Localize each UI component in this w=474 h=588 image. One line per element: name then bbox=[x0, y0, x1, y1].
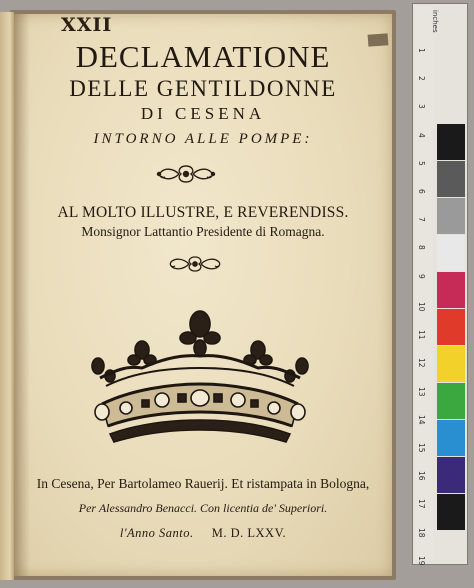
ruler-number: 19 bbox=[417, 555, 426, 566]
ruler-number: 8 bbox=[417, 245, 426, 251]
title-line-2: DELLE GENTILDONNE bbox=[69, 76, 337, 101]
crown-woodcut-icon bbox=[80, 308, 320, 448]
imprint-year: M. D. LXXV. bbox=[211, 526, 287, 540]
subtitle: INTORNO ALLE POMPE: bbox=[93, 131, 313, 147]
ruler-number: 14 bbox=[417, 414, 426, 425]
color-swatch bbox=[437, 420, 465, 456]
ruler-number: 9 bbox=[417, 273, 426, 279]
imprint-spacer bbox=[197, 526, 208, 540]
fleuron-ornament-small-icon bbox=[166, 255, 224, 273]
imprint-year-prefix: l'Anno Santo. bbox=[119, 526, 194, 540]
ruler-number: 18 bbox=[417, 527, 426, 538]
ruler-number: 4 bbox=[417, 132, 426, 138]
imprint-line-3 bbox=[14, 526, 392, 541]
dedication-line-2: Monsignor Lattantio Presidente di Romagna. bbox=[81, 224, 325, 239]
left-page-edge bbox=[0, 12, 14, 580]
ruler-number: 6 bbox=[417, 189, 426, 194]
color-swatch bbox=[437, 346, 465, 382]
title-page bbox=[14, 14, 392, 576]
color-swatch bbox=[437, 494, 465, 530]
fleuron-ornament-icon bbox=[155, 164, 217, 184]
color-swatch bbox=[437, 198, 465, 234]
color-ruler bbox=[412, 3, 468, 565]
ruler-number: 7 bbox=[417, 217, 426, 223]
ruler-number: 15 bbox=[417, 442, 426, 453]
ruler-label: inches bbox=[431, 10, 439, 33]
ruler-number: 1 bbox=[417, 48, 426, 53]
color-swatch bbox=[437, 383, 465, 419]
color-swatch bbox=[437, 235, 465, 271]
color-swatch bbox=[437, 272, 465, 308]
ruler-number: 5 bbox=[417, 160, 426, 166]
ruler-number: 2 bbox=[417, 76, 426, 81]
ruler-number: 3 bbox=[417, 104, 426, 110]
ruler-number: 16 bbox=[417, 471, 426, 481]
dedication-line-1: AL MOLTO ILLUSTRE, E REVERENDISS. bbox=[57, 204, 349, 221]
title-line-3: DI CESENA bbox=[140, 104, 266, 123]
imprint-line-2: Per Alessandro Benacci. Con licentia de' Superiori. bbox=[78, 501, 328, 515]
gutter-shadow bbox=[14, 14, 30, 576]
title-line-1: DECLAMATIONE bbox=[75, 39, 331, 74]
imprint-line-1: In Cesena, Per Bartolameo Rauerij. Et ristampata in Bologna, bbox=[36, 476, 370, 491]
page-number: XXII bbox=[61, 14, 113, 36]
ruler-number: 12 bbox=[417, 358, 426, 368]
ruler-number: 13 bbox=[417, 386, 426, 397]
color-swatch bbox=[437, 309, 465, 345]
color-swatch bbox=[437, 457, 465, 493]
ruler-number: 11 bbox=[417, 330, 426, 340]
ruler-number: 17 bbox=[417, 499, 426, 509]
color-swatch bbox=[437, 161, 465, 197]
ruler-number: 10 bbox=[417, 301, 426, 312]
color-swatch bbox=[437, 124, 465, 160]
